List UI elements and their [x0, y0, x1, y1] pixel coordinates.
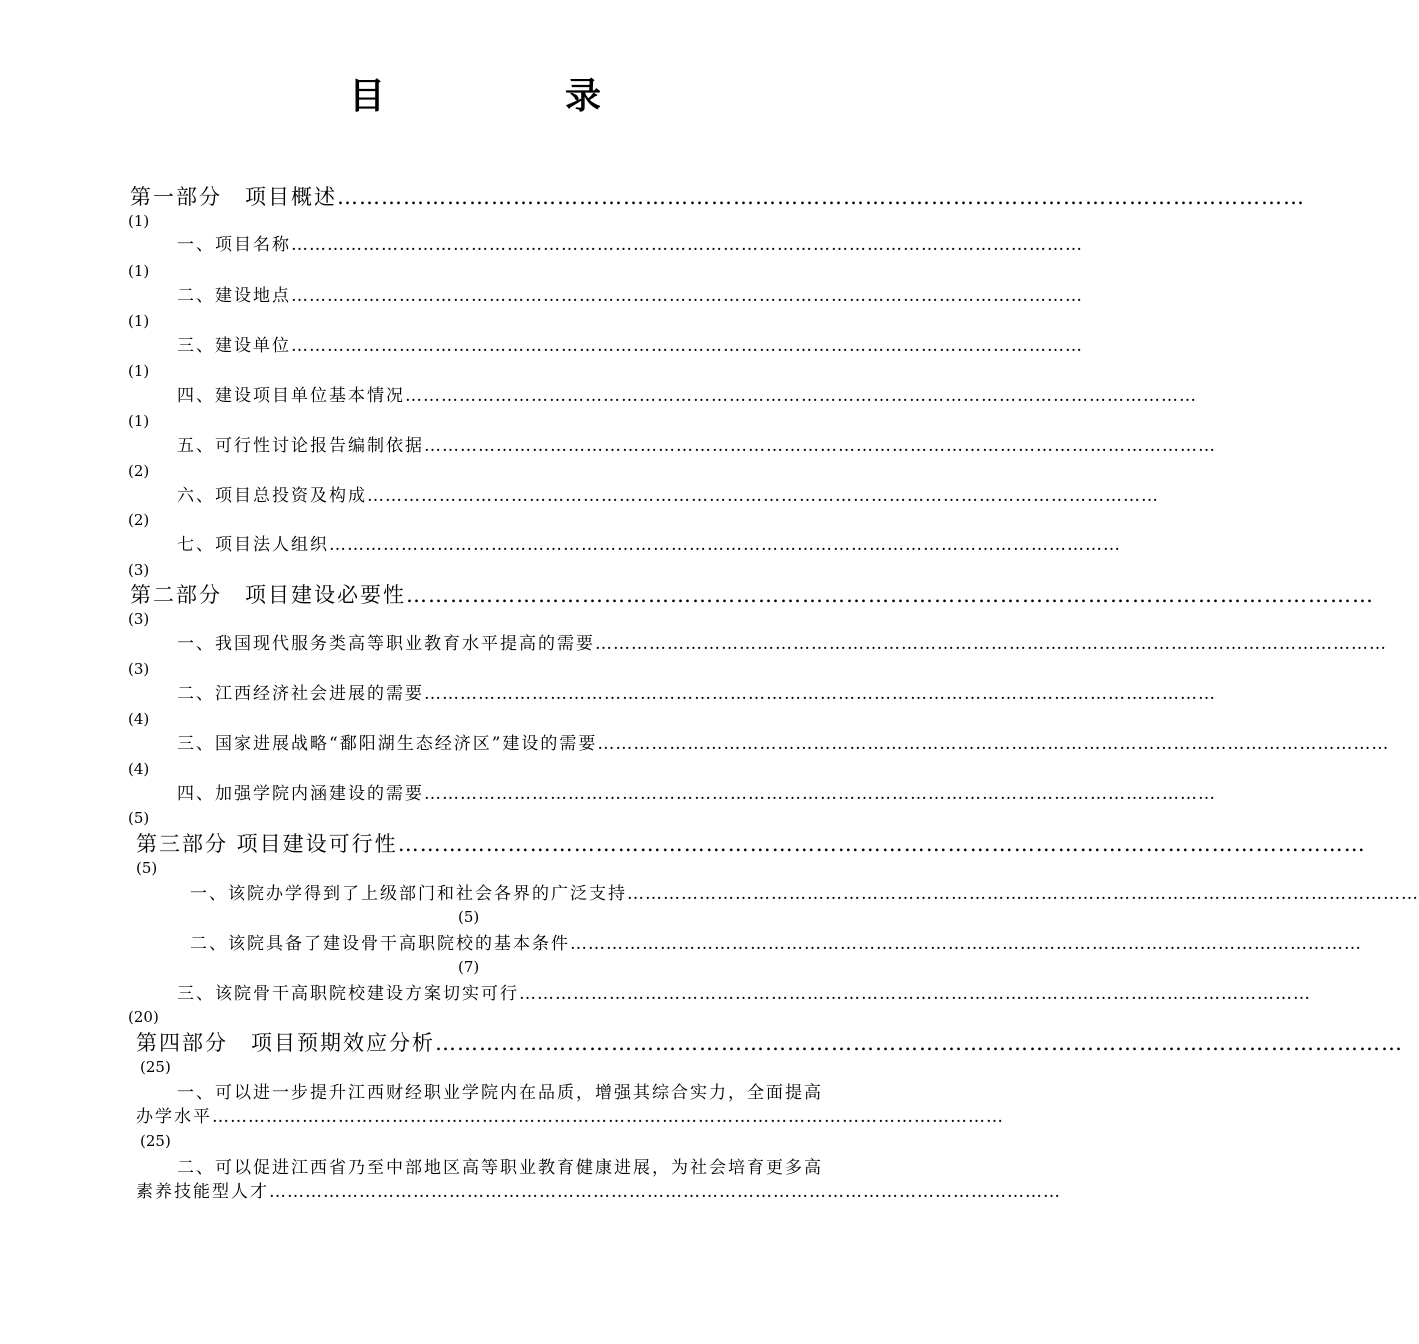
toc-leader-dots: ……………………………………………………………………………………………………………………	[435, 1031, 1403, 1055]
toc-leader-dots: ……………………………………………………………………………………………………………………	[424, 684, 1216, 704]
toc-part-label: 第四部分 项目预期效应分析	[136, 1031, 435, 1055]
toc-page-number: (1)	[128, 262, 150, 280]
toc-page-number: (2)	[128, 511, 150, 529]
toc-page-number: (3)	[128, 561, 150, 579]
toc-page-number: (5)	[458, 908, 480, 926]
toc-section-1-5[interactable]	[177, 434, 1216, 458]
toc-leader-dots: ……………………………………………………………………………………………………………………	[397, 832, 1366, 856]
toc-section-label: 三、建设单位	[177, 336, 291, 356]
toc-title: 目 录	[348, 76, 673, 117]
toc-section-label: 五、可行性讨论报告编制依据	[177, 436, 424, 456]
toc-page-number: (20)	[128, 1008, 159, 1026]
toc-page-number: (3)	[128, 660, 150, 678]
toc-section-4-1-line1[interactable]: 一、可以进一步提升江西财经职业学院内在品质，增强其综合实力，全面提高	[177, 1083, 823, 1103]
toc-page-number: (3)	[128, 610, 150, 628]
toc-page-number: (5)	[128, 809, 150, 827]
toc-page-number: (4)	[128, 760, 150, 778]
toc-part-label: 第二部分 项目建设必要性	[130, 583, 406, 607]
toc-page-number: (5)	[136, 859, 158, 877]
toc-section-label: 素养技能型人才	[136, 1182, 269, 1202]
toc-section-label: 七、项目法人组织	[177, 535, 329, 555]
toc-leader-dots: ……………………………………………………………………………………………………………………	[329, 535, 1121, 555]
toc-section-label: 三、该院骨干高职院校建设方案切实可行	[177, 984, 519, 1004]
toc-page-number: (1)	[128, 312, 150, 330]
toc-section-4-2-line1[interactable]: 二、可以促进江西省乃至中部地区高等职业教育健康进展，为社会培育更多高	[177, 1158, 823, 1178]
toc-section-2-2[interactable]	[177, 682, 1216, 706]
toc-leader-dots: ……………………………………………………………………………………………………………………	[519, 984, 1311, 1004]
toc-page-number: (25)	[140, 1058, 171, 1076]
toc-leader-dots: ……………………………………………………………………………………………………………………	[291, 235, 1083, 255]
toc-section-label: 一、该院办学得到了上级部门和社会各界的广泛支持	[190, 884, 627, 904]
toc-part-1[interactable]	[130, 183, 1305, 211]
toc-section-label: 一、我国现代服务类高等职业教育水平提高的需要	[177, 634, 595, 654]
toc-part-4[interactable]	[136, 1029, 1403, 1057]
toc-page-number: (4)	[128, 710, 150, 728]
toc-section-label: 四、加强学院内涵建设的需要	[177, 784, 424, 804]
toc-page-number: (2)	[128, 462, 150, 480]
toc-section-1-6[interactable]	[177, 484, 1159, 508]
toc-leader-dots: ……………………………………………………………………………………………………………………	[291, 286, 1083, 306]
toc-page-number: (7)	[458, 958, 480, 976]
toc-section-1-7[interactable]	[177, 533, 1121, 557]
toc-section-4-2[interactable]	[136, 1180, 1061, 1204]
toc-section-1-2[interactable]	[177, 284, 1083, 308]
toc-page-number: (1)	[128, 412, 150, 430]
toc-section-label: 办学水平	[136, 1107, 212, 1127]
toc-section-label: 四、建设项目单位基本情况	[177, 386, 405, 406]
toc-leader-dots: ……………………………………………………………………………………………………………………	[212, 1107, 1004, 1127]
toc-section-2-3[interactable]	[177, 732, 1390, 756]
toc-part-label: 第三部分 项目建设可行性	[136, 832, 398, 856]
toc-section-1-1[interactable]	[177, 233, 1083, 257]
toc-section-3-3[interactable]	[177, 982, 1311, 1006]
toc-leader-dots: ……………………………………………………………………………………………………………………	[291, 336, 1083, 356]
toc-section-label: 六、项目总投资及构成	[177, 486, 367, 506]
toc-section-label: 二、江西经济社会进展的需要	[177, 684, 424, 704]
toc-part-2[interactable]	[130, 581, 1374, 609]
toc-page-number: (1)	[128, 212, 150, 230]
toc-section-label: 二、该院具备了建设骨干高职院校的基本条件	[190, 934, 570, 954]
toc-leader-dots: ……………………………………………………………………………………………………………………	[595, 634, 1387, 654]
toc-section-label: 二、建设地点	[177, 286, 291, 306]
toc-part-label: 第一部分 项目概述	[130, 185, 337, 209]
toc-section-label: 三、国家进展战略“鄱阳湖生态经济区”建设的需要	[177, 734, 598, 754]
toc-page-number: (1)	[128, 362, 150, 380]
toc-leader-dots: ……………………………………………………………………………………………………………………	[406, 583, 1374, 607]
toc-leader-dots: ……………………………………………………………………………………………………………………	[424, 436, 1216, 456]
toc-section-2-4[interactable]	[177, 782, 1216, 806]
toc-section-2-1[interactable]	[177, 632, 1387, 656]
toc-section-label: 一、项目名称	[177, 235, 291, 255]
toc-section-1-3[interactable]	[177, 334, 1083, 358]
toc-leader-dots: ……………………………………………………………………………………………………………………	[405, 386, 1197, 406]
toc-leader-dots: ……………………………………………………………………………………………………………………	[570, 934, 1362, 954]
toc-leader-dots: ……………………………………………………………………………………………………………………	[337, 185, 1305, 209]
toc-page-number: (25)	[140, 1132, 171, 1150]
toc-leader-dots: ……………………………………………………………………………………………………………………	[424, 784, 1216, 804]
toc-section-4-1[interactable]	[136, 1105, 1004, 1129]
toc-leader-dots: ……………………………………………………………………………………………………………………	[627, 884, 1419, 904]
toc-leader-dots: ……………………………………………………………………………………………………………………	[367, 486, 1159, 506]
toc-section-3-2[interactable]	[190, 932, 1362, 956]
toc-section-3-1[interactable]	[190, 882, 1419, 906]
toc-leader-dots: ……………………………………………………………………………………………………………………	[597, 734, 1390, 754]
toc-part-3[interactable]	[136, 830, 1366, 858]
toc-leader-dots: ……………………………………………………………………………………………………………………	[269, 1182, 1061, 1202]
toc-section-1-4[interactable]	[177, 384, 1197, 408]
